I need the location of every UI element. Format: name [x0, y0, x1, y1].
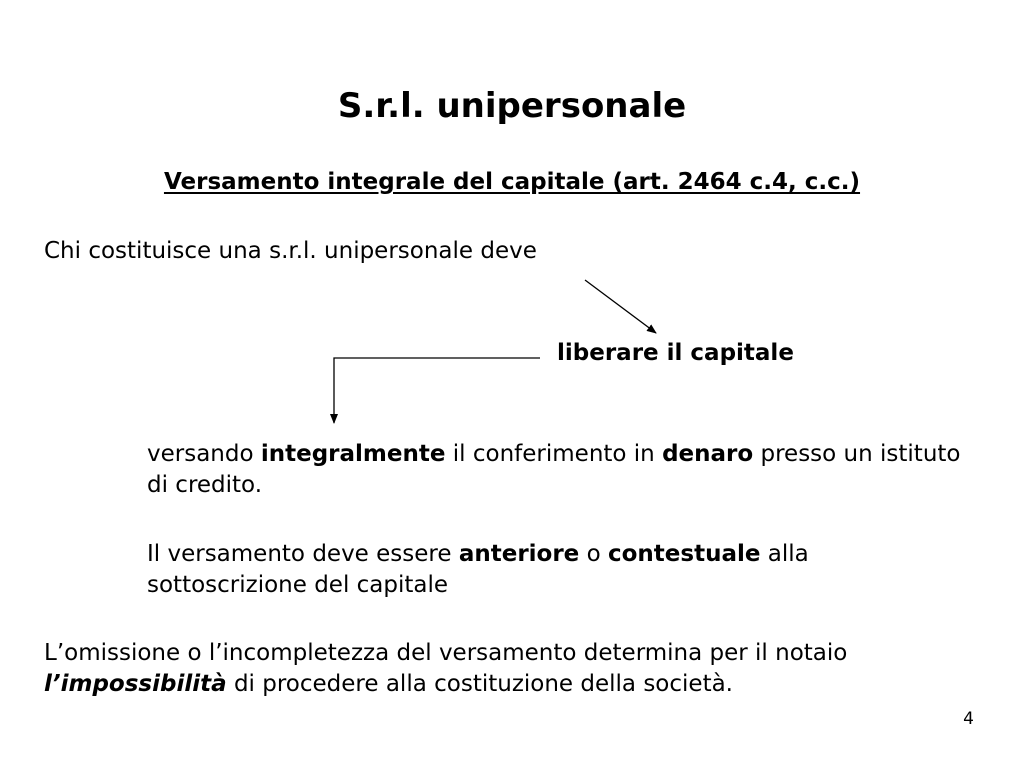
conclusion-text-2: di procedere alla costituzione della società.: [226, 671, 733, 697]
emphasis-contestuale: contestuale: [608, 541, 761, 567]
emphasis-impossibilita: l’impossibilità: [44, 671, 227, 697]
paragraph-timing-text-2: o: [579, 541, 608, 567]
page-number: 4: [963, 709, 974, 729]
slide-subtitle: Versamento integrale del capitale (art. 2464 c.4, c.c.): [163, 169, 861, 195]
paragraph-timing-text-3: alla sottoscrizione del capitale: [147, 541, 809, 598]
emphasis-denaro: denaro: [662, 441, 754, 467]
conclusion-paragraph: [44, 638, 944, 700]
emphasis-integralmente: integralmente: [260, 441, 446, 467]
paragraph-payment-text-3: presso un istituto di credito.: [147, 441, 961, 498]
paragraph-payment: [147, 439, 967, 501]
slide-title: S.r.l. unipersonale: [337, 86, 687, 126]
elbow-arrow: [334, 358, 540, 423]
conclusion-text-1: L’omissione o l’incompletezza del versamento determina per il notaio: [44, 640, 848, 666]
paragraph-payment-text-1: versando: [147, 441, 261, 467]
paragraph-timing-text-1: Il versamento deve essere: [147, 541, 459, 567]
diagonal-arrow: [585, 280, 656, 333]
intro-text: Chi costituisce una s.r.l. unipersonale deve: [44, 238, 537, 264]
paragraph-timing: [147, 539, 967, 601]
action-text: liberare il capitale: [557, 340, 794, 366]
emphasis-anteriore: anteriore: [458, 541, 580, 567]
paragraph-payment-text-2: il conferimento in: [445, 441, 663, 467]
